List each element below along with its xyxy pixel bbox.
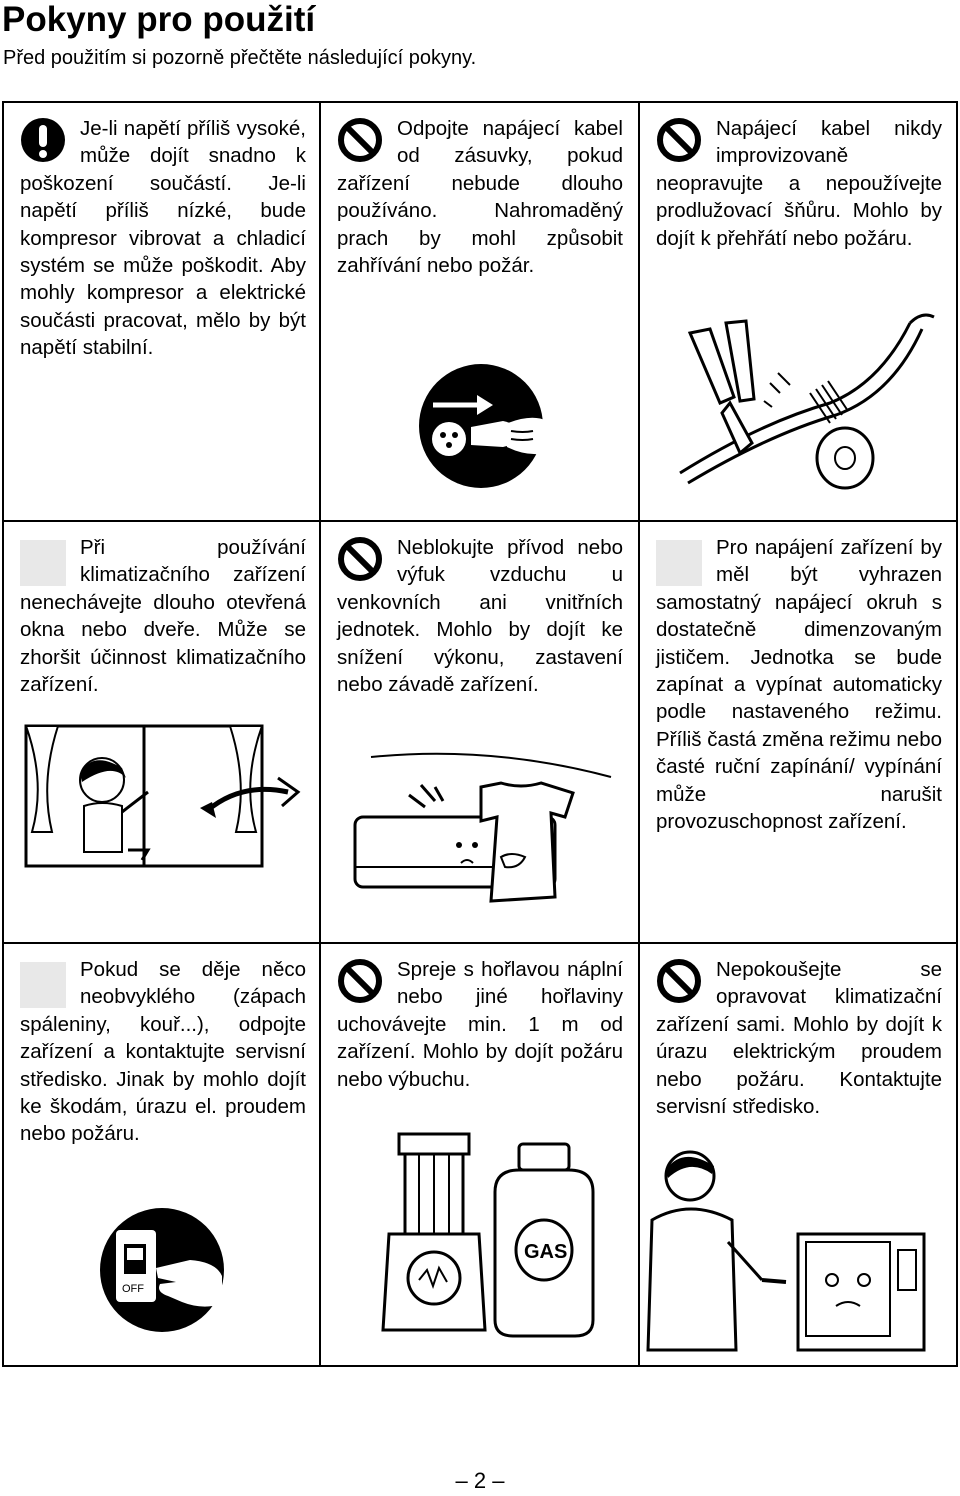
open-window-illustration [22,722,304,872]
switch-off-illustration [98,1206,228,1336]
instruction-text: Pokud se děje něco neobvyklého (zápach spáleniny, kouř...), odpojte zařízení a kontaktujte servisní středisko. Jinak by mohlo dojít ke škodám, úrazu el. proudem nebo požáru. [20,958,306,1146]
instruction-abnormal [2,944,321,1367]
gas-label: GAS [524,1241,568,1263]
instruction-voltage [2,101,321,522]
instruction-repair [640,944,958,1367]
instruction-windows [2,522,321,944]
instruction-cable [640,101,958,522]
blank-square-icon [20,958,80,1010]
instruction-text: Nepokoušejte se opravovat klimatizační zařízení sami. Mohlo by dojít k úrazu elektrickým proudem nebo požáru. Kontaktujte servisní středisko. [656,958,942,1119]
instruction-text: Pro napájení zařízení by měl být vyhrazen samostatný napájecí okruh s dostatečně dimenzovaným jističem. Jednotka se bude zapínat a vypínat automaticky podle nastaveného režimu. Příliš častá změna režimu nebo časté ruční zapínání/ vypínání může narušit provozuschopnost zařízení. [656,536,942,834]
instruction-text: Při používání klimatizačního zařízení nenechávejte dlouho otevřená okna nebo dveře. Může se zhoršit účinnost klimatizačního zařízení. [20,536,306,697]
instruction-text: Je-li napětí příliš vysoké, může dojít snadno k poškození součástí. Je-li napětí příliš nízké, bude kompresor vibrovat a chladicí systém se může poškodit. Aby mohly kompresor a elektrické součásti pracovat, mělo by být napětí stabilní. [20,117,306,360]
instruction-airflow [321,522,640,944]
prohibition-icon [656,958,716,1010]
exclamation-icon [20,117,80,169]
cut-cable-illustration [660,293,940,503]
prohibition-icon [337,958,397,1010]
unplug-illustration [419,361,549,491]
instruction-text: Odpojte napájecí kabel od zásuvky, pokud zařízení nebude dlouho používáno. Nahromaděný prach by mohl způsobit zahřívání nebo požár. [337,117,623,278]
instruction-text: Napájecí kabel nikdy improvizovaně neopravujte a nepoužívejte prodlužovací šňůru. Mohlo by dojít k přehřátí nebo požáru. [656,117,942,250]
page-number: – 2 – [455,1468,505,1493]
prohibition-icon [337,117,397,169]
instruction-unplug [321,101,640,522]
instruction-text: Spreje s hořlavou náplní nebo jiné hořlaviny uchovávejte min. 1 m od zařízení. Mohlo by dojít požáru nebo výbuchu. [337,958,623,1091]
prohibition-icon [337,536,397,588]
heater-and-gas-illustration [379,1130,609,1352]
page-subtitle: Před použitím si pozorně přečtěte následující pokyny. [3,47,477,69]
instructions-grid [2,101,958,1367]
instruction-text: Neblokujte přívod nebo výfuk vzduchu u venkovních ani vnitřních jednotek. Mohlo by dojít ke snížení výkonu, zastavení nebo závadě zařízení. [337,536,623,697]
instruction-circuit [640,522,958,944]
prohibition-icon [656,117,716,169]
page-title: Pokyny pro použití [2,0,316,39]
switch-off-label: OFF [122,1283,144,1295]
blocked-indoor-unit-illustration [351,747,621,927]
blank-square-icon [656,536,716,588]
instruction-flammable [321,944,640,1367]
blank-square-icon [20,536,80,588]
self-repair-illustration [642,1150,942,1355]
